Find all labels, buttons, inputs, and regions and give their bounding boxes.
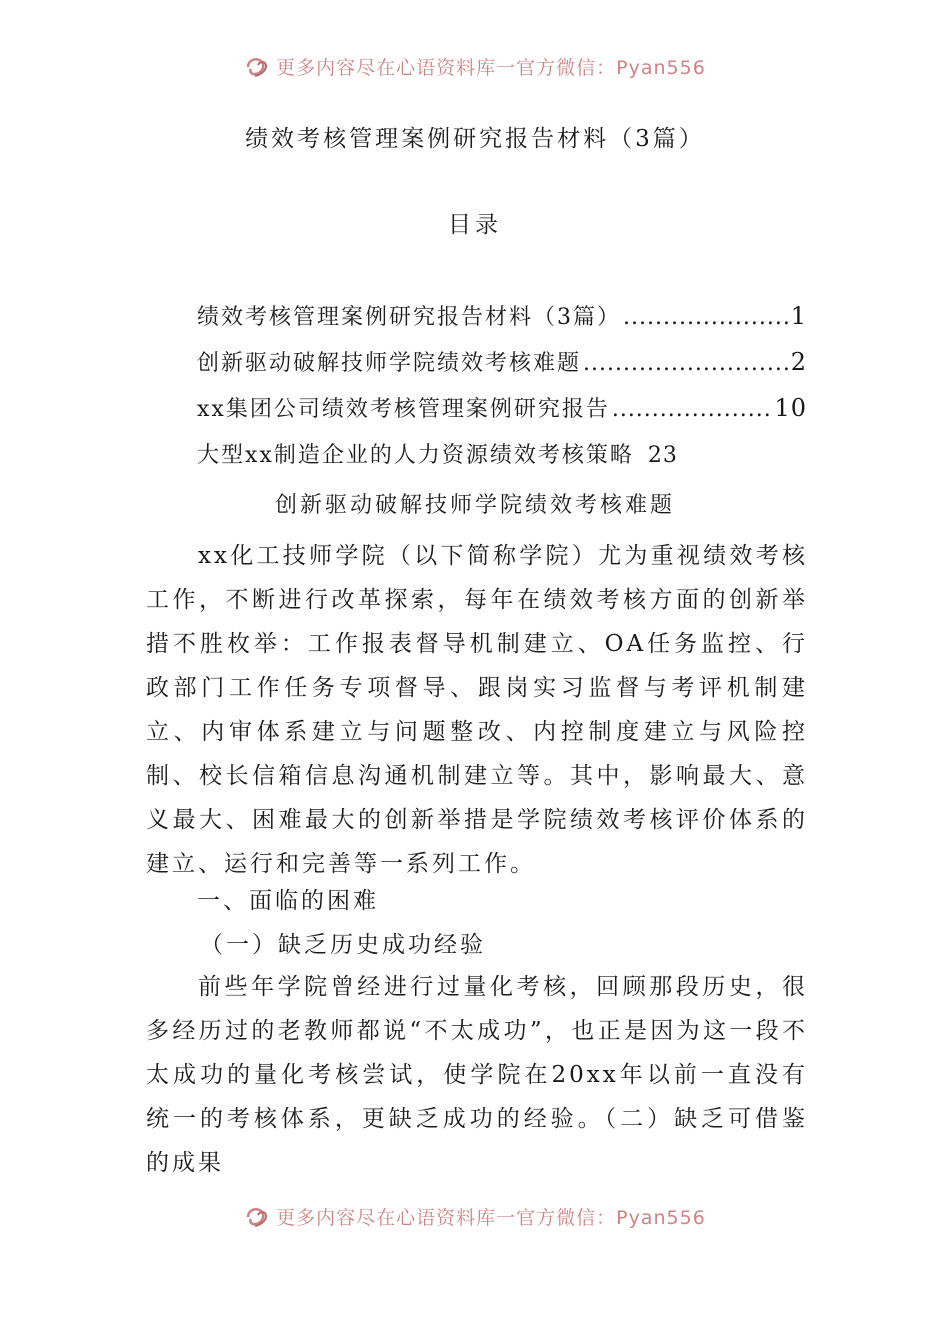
toc-leader-dots [612, 397, 773, 422]
toc-leader-dots [623, 305, 789, 330]
heading-difficulties: 一、面临的困难 [197, 888, 379, 914]
document-title: 绩效考核管理案例研究报告材料（3篇） [245, 126, 705, 152]
toc-entry-label: 大型xx制造企业的人力资源绩效考核策略 [197, 443, 634, 468]
logo-icon [244, 56, 270, 79]
logo-icon [244, 1206, 270, 1229]
watermark-text: 更多内容尽在心语资料库一官方微信：Pyan556 [276, 56, 706, 79]
toc-entry[interactable] [197, 392, 807, 438]
subheading-lack-experience: （一）缺乏历史成功经验 [200, 932, 486, 958]
table-of-contents [197, 300, 807, 484]
toc-entry-page: 23 [647, 443, 678, 468]
watermark-banner-top [0, 56, 950, 88]
watermark-banner-bottom [0, 1206, 950, 1238]
toc-entry[interactable] [197, 438, 807, 484]
section-title: 创新驱动破解技师学院绩效考核难题 [274, 493, 675, 518]
toc-leader-dots [583, 351, 789, 376]
toc-heading: 目录 [448, 212, 502, 238]
toc-entry[interactable] [197, 346, 807, 392]
toc-entry-page: 10 [774, 394, 807, 422]
body-paragraph: 前些年学院曾经进行过量化考核，回顾那段历史，很多经历过的老教师都说“不太成功”，也正是因为这一段不太成功的量化考核尝试，使学院在20xx年以前一直没有统一的考核体系，更缺乏成功的经验。（二）缺乏可借鉴的成果 [146, 974, 808, 1176]
body-paragraph: xx化工技师学院（以下简称学院）尤为重视绩效考核工作，不断进行改革探索，每年在绩效考核方面的创新举措不胜枚举：工作报表督导机制建立、OA任务监控、行政部门工作任务专项督导、跟岗实习监督与考评机制建立、内审体系建立与问题整改、内控制度建立与风险控制、校长信箱信息沟通机制建立等。其中，影响最大、意义最大、困难最大的创新举措是学院绩效考核评价体系的建立、运行和完善等一系列工作。 [146, 543, 808, 877]
toc-entry-page: 1 [790, 302, 807, 330]
toc-entry-label: 绩效考核管理案例研究报告材料（3篇） [197, 305, 621, 330]
toc-entry-page: 2 [790, 348, 807, 376]
watermark-text: 更多内容尽在心语资料库一官方微信：Pyan556 [276, 1206, 706, 1229]
toc-entry-label: xx集团公司绩效考核管理案例研究报告 [197, 397, 610, 422]
toc-entry[interactable] [197, 300, 807, 346]
toc-entry-label: 创新驱动破解技师学院绩效考核难题 [197, 351, 582, 376]
